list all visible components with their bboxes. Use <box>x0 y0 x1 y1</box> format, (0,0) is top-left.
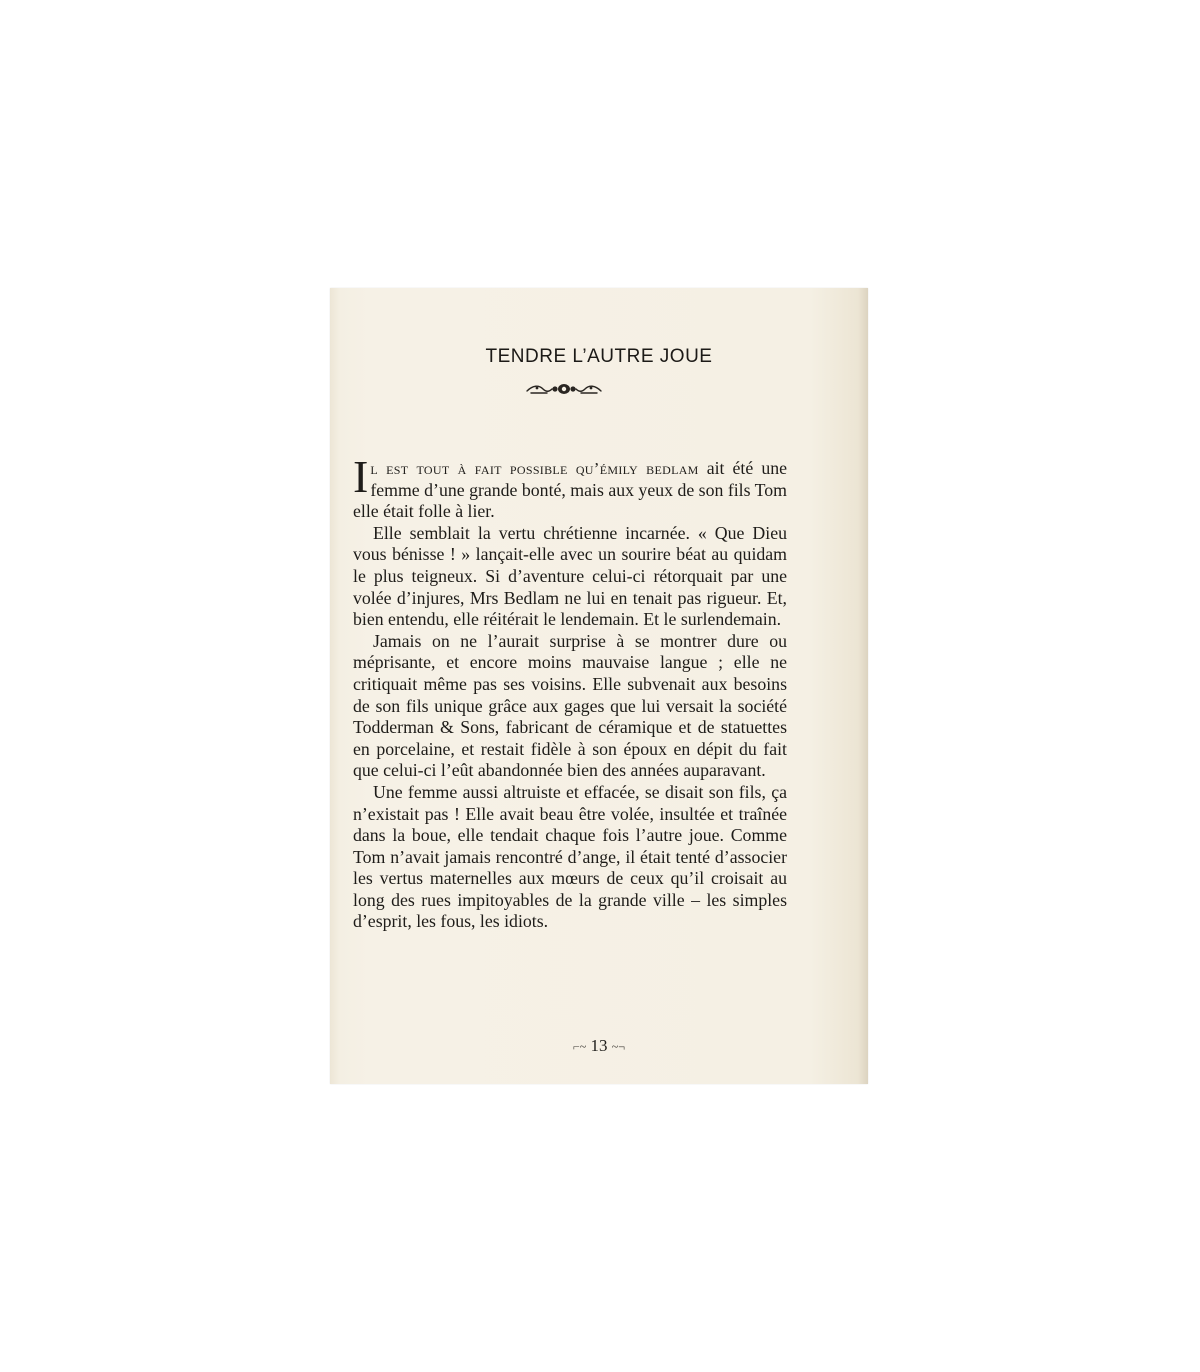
paragraph-4: Une femme aussi altruiste et effacée, se disait son fils, ça n’existait pas ! Elle avait beau être volée, insultée et traînée dans la boue, elle tendait chaque fois l’autre joue. Comme Tom n’avait jamais rencontré d’ange, il était tenté d’associer les vertus maternelles aux mœurs de ceux qu’il croisait au long des rues impitoyables de la grande ville – les simples d’esprit, les fous, les idiots. <box>353 781 787 932</box>
opening-small-caps: l est tout à fait possible qu’émily bedlam <box>370 459 699 478</box>
paragraph-3: Jamais on ne l’aurait surprise à se montrer dure ou méprisante, et encore moins mauvaise langue ; elle ne critiquait même pas ses voisins. Elle subvenait aux besoins de son fils unique grâce aux gages que lui versait la société Todderman & Sons, fabricant de céramique et de statuettes en porcelaine, et restait fidèle à son époux en dépit du fait que celui-ci l’eût abandonnée bien des années auparavant. <box>353 630 787 781</box>
page-number-value: 13 <box>590 1036 608 1055</box>
body-text <box>353 451 788 933</box>
folio-left-ornament: ⌐~ <box>572 1039 587 1054</box>
paragraph-2: Elle semblait la vertu chrétienne incarnée. « Que Dieu vous bénisse ! » lançait-elle avec un sourire béat au quidam le plus teigneux. Si d’aventure celui-ci rétorquait par une volée d’injures, Mrs Bedlam ne lui en tenait pas rigueur. Et, bien entendu, elle réitérait le lendemain. Et le surlendemain. <box>353 522 787 630</box>
fleuron-divider-icon <box>525 382 603 396</box>
drop-cap: I <box>353 451 369 502</box>
book-page <box>330 288 868 1084</box>
paragraph-1-text: ait été une femme d’une grande bonté, mais aux yeux de son fils Tom elle était folle à lier. <box>353 458 788 522</box>
page-number <box>330 1036 868 1056</box>
paragraph-1 <box>353 451 788 523</box>
folio-right-ornament: ~¬ <box>611 1039 626 1054</box>
chapter-title: TENDRE L’AUTRE JOUE <box>485 346 713 367</box>
